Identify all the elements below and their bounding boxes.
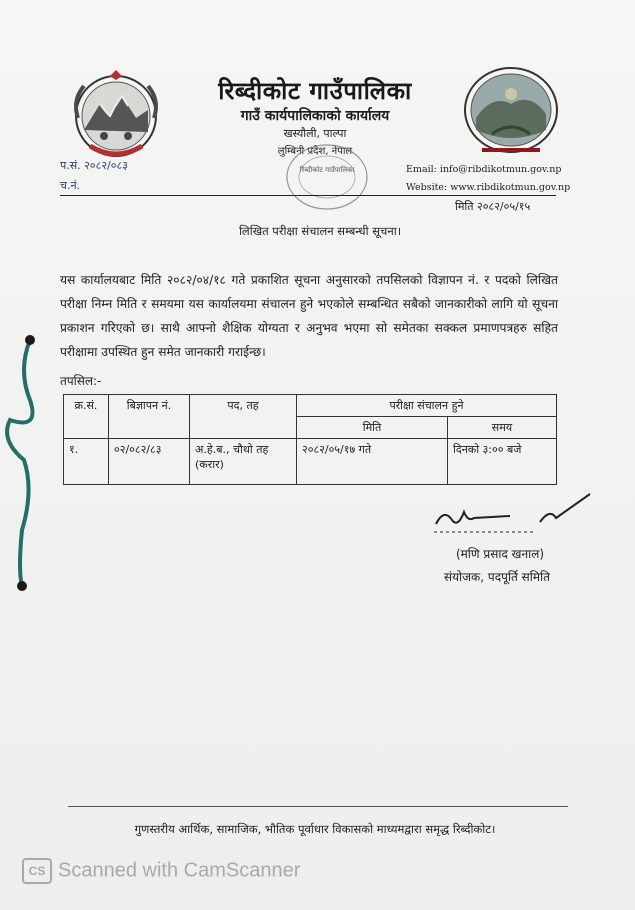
signatory-name: (मणि प्रसाद खनाल) <box>455 547 545 561</box>
cell-time: दिनको ३:०० बजे <box>448 439 557 485</box>
cell-date: २०८२/०५/१७ गते <box>297 439 448 485</box>
col-header-sn: क्र.सं. <box>64 395 109 439</box>
signature-icon <box>430 488 600 538</box>
camscanner-logo-icon: CS <box>22 858 52 884</box>
notice-heading: लिखित परीक्षा संचालन सम्बन्धी सूचना। <box>238 224 402 238</box>
municipality-title: रिब्दीकोट गाउँपालिका <box>218 77 412 105</box>
col-header-time: समय <box>448 417 557 439</box>
exam-schedule-table <box>63 394 557 485</box>
office-stamp-icon <box>282 140 372 215</box>
col-header-ad-no: बिज्ञापन नं. <box>109 395 190 439</box>
office-address: खस्यौली, पाल्पा <box>283 127 347 140</box>
camscanner-watermark <box>22 858 300 884</box>
footer-divider <box>68 806 568 807</box>
signatory-role: संयोजक, पदपूर्ति समिति <box>443 570 551 584</box>
cell-ad-no: ०२/०८२/८३ <box>109 439 190 485</box>
camscanner-text: Scanned with CamScanner <box>58 859 301 882</box>
website-text: Website: www.ribdikotmun.gov.np <box>406 182 571 193</box>
dispatch-number: च.नं. <box>60 179 81 192</box>
reference-number: प.सं. २०८२/०८३ <box>60 159 128 172</box>
office-province: लुम्बिनी प्रदेश, नेपाल <box>277 146 353 157</box>
col-header-post: पद, तह <box>190 395 297 439</box>
municipality-logo-icon <box>462 64 560 156</box>
col-header-date: मिति <box>297 417 448 439</box>
col-header-exam: परीक्षा संचालन हुने <box>297 395 557 417</box>
footer-slogan: गुणस्तरीय आर्थिक, सामाजिक, भौतिक पूर्वाधार विकासको माध्यमद्वारा समृद्ध रिब्दीकोट। <box>134 822 496 836</box>
cell-post: अ.हे.ब., चौथो तह (करार) <box>190 439 297 485</box>
table-row <box>64 439 557 485</box>
table-header-row <box>64 395 557 417</box>
binding-string-icon <box>0 330 40 600</box>
notice-date: मिति २०८२/०५/१५ <box>455 200 531 213</box>
stamp-text: रिब्दीकोट गाउँपालिका <box>299 166 355 174</box>
nepal-emblem-icon <box>70 70 162 162</box>
header-divider <box>60 195 556 196</box>
notice-body: यस कार्यालयबाट मिति २०८२/०४/१८ गते प्रकाशित सूचना अनुसारको तपसिलको विज्ञापन नं. र पदको लिखित परीक्षा निम्न मिति र समयमा यस कार्यालयमा संचालन हुने भएकोले सम्बन्धित सबैको जानकारीको लागि यो सूचना प्रकाशन गरिएको छ। साथै आफ्नो शैक्षिक योग्यता र अनुभव भएमा सो समेतका सक्कल प्रमाणपत्रहरु सहित परीक्षामा उपस्थित हुन समेत जानकारी गराईन्छ। <box>60 273 558 359</box>
details-label: तपसिल:- <box>60 374 102 388</box>
office-subtitle: गाउँ कार्यपालिकाको कार्यालय <box>240 108 390 124</box>
email-text: Email: info@ribdikotmun.gov.np <box>406 164 562 175</box>
cell-sn: १. <box>64 439 109 485</box>
